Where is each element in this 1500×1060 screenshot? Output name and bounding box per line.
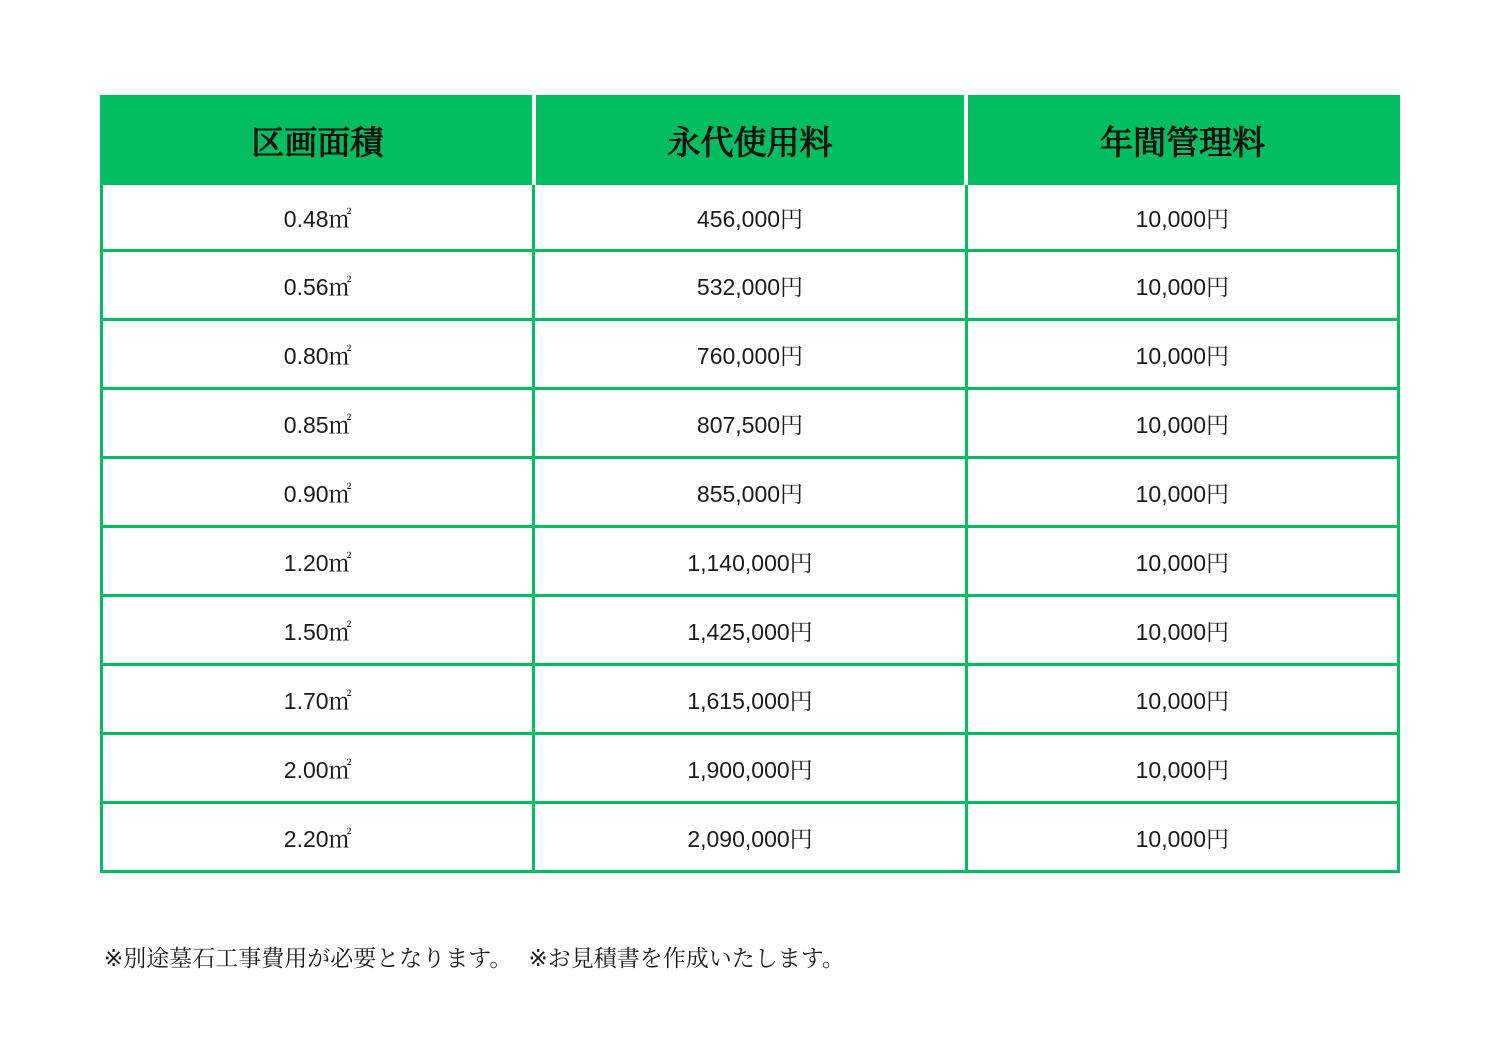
plot-area-cell: 0.85㎡ bbox=[102, 389, 534, 458]
use-fee-cell: 807,500円 bbox=[534, 389, 966, 458]
management-fee-cell: 10,000円 bbox=[966, 803, 1398, 872]
use-fee-cell: 1,140,000円 bbox=[534, 527, 966, 596]
management-fee-cell: 10,000円 bbox=[966, 251, 1398, 320]
plot-area-cell: 0.80㎡ bbox=[102, 320, 534, 389]
use-fee-cell: 1,425,000円 bbox=[534, 596, 966, 665]
management-fee-cell: 10,000円 bbox=[966, 734, 1398, 803]
table-row bbox=[102, 596, 1399, 665]
table-row bbox=[102, 803, 1399, 872]
table-row bbox=[102, 665, 1399, 734]
footnote-tombstone-cost: ※別途墓石工事費用が必要となります。 bbox=[104, 946, 513, 972]
table-row bbox=[102, 320, 1399, 389]
table-row bbox=[102, 389, 1399, 458]
management-fee-cell: 10,000円 bbox=[966, 320, 1398, 389]
use-fee-cell: 760,000円 bbox=[534, 320, 966, 389]
plot-area-cell: 0.48㎡ bbox=[102, 184, 534, 251]
plot-area-cell: 2.00㎡ bbox=[102, 734, 534, 803]
management-fee-cell: 10,000円 bbox=[966, 184, 1398, 251]
table-row bbox=[102, 458, 1399, 527]
table-row bbox=[102, 251, 1399, 320]
use-fee-cell: 1,900,000円 bbox=[534, 734, 966, 803]
plot-area-cell: 0.56㎡ bbox=[102, 251, 534, 320]
plot-area-cell: 2.20㎡ bbox=[102, 803, 534, 872]
plot-area-cell: 1.70㎡ bbox=[102, 665, 534, 734]
management-fee-cell: 10,000円 bbox=[966, 527, 1398, 596]
use-fee-cell: 855,000円 bbox=[534, 458, 966, 527]
use-fee-cell: 1,615,000円 bbox=[534, 665, 966, 734]
management-fee-cell: 10,000円 bbox=[966, 596, 1398, 665]
management-fee-cell: 10,000円 bbox=[966, 665, 1398, 734]
table-row bbox=[102, 527, 1399, 596]
management-fee-cell: 10,000円 bbox=[966, 389, 1398, 458]
plot-area-cell: 1.20㎡ bbox=[102, 527, 534, 596]
use-fee-cell: 456,000円 bbox=[534, 184, 966, 251]
use-fee-cell: 532,000円 bbox=[534, 251, 966, 320]
table-header-row bbox=[102, 97, 1399, 184]
header-plot-area: 区画面積 bbox=[102, 97, 534, 184]
header-perpetual-use-fee: 永代使用料 bbox=[534, 97, 966, 184]
plot-area-cell: 0.90㎡ bbox=[102, 458, 534, 527]
table-row bbox=[102, 734, 1399, 803]
footnote-estimate: ※お見積書を作成いたします。 bbox=[528, 946, 845, 972]
header-annual-management-fee: 年間管理料 bbox=[966, 97, 1398, 184]
use-fee-cell: 2,090,000円 bbox=[534, 803, 966, 872]
plot-area-cell: 1.50㎡ bbox=[102, 596, 534, 665]
management-fee-cell: 10,000円 bbox=[966, 458, 1398, 527]
price-table bbox=[100, 95, 1400, 873]
footnote bbox=[104, 940, 845, 973]
table-row bbox=[102, 184, 1399, 251]
